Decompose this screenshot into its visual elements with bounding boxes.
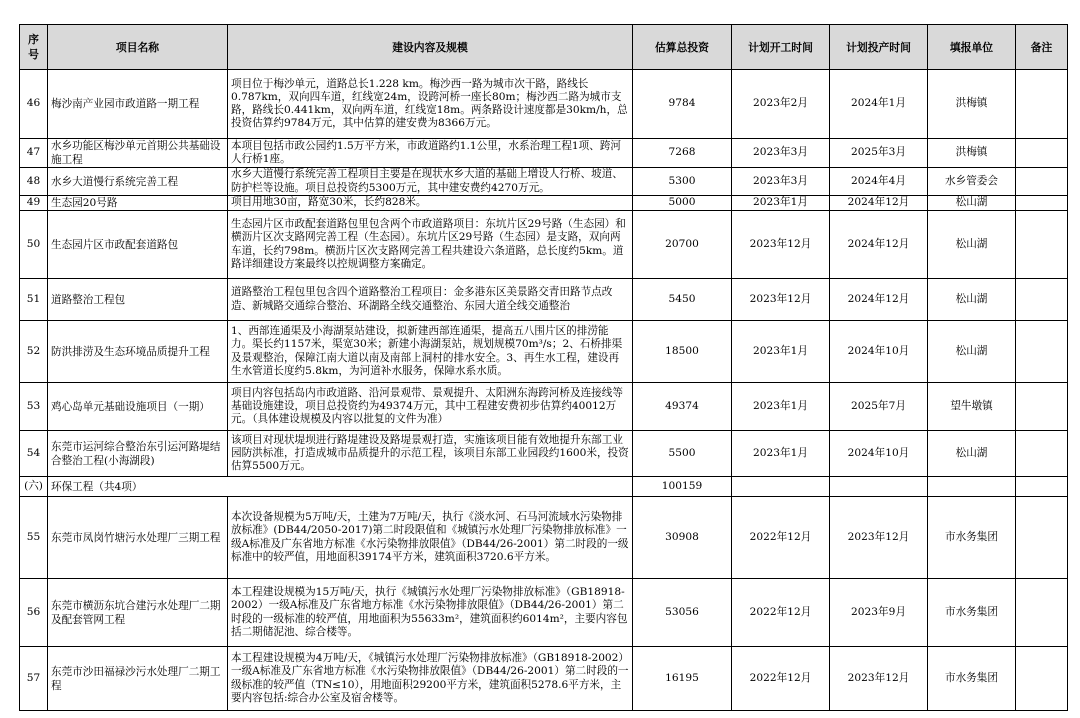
row-content: 项目用地30亩，路宽30米，长约828米。 [228, 196, 633, 211]
row-content: 生态园片区市政配套道路包里包含两个市政道路项目：东坑片区29号路（生态园）和横沥片区次支路网完善工程（生态园）。东坑片区29号路（生态园）是支路，双向两车道，长约798m。横沥片区次支路网完善工程共建设六条道路，总长度约5km。道路详细建设方案最终以控规调整方案确定。 [228, 211, 633, 279]
table-row [20, 139, 1068, 168]
row-investment: 30908 [633, 497, 732, 579]
header-investment: 估算总投资 [633, 25, 732, 70]
row-unit: 松山湖 [928, 321, 1016, 383]
row-seq: 52 [20, 321, 48, 383]
row-production: 2024年10月 [830, 431, 928, 477]
row-investment: 9784 [633, 70, 732, 139]
row-start: 2022年12月 [732, 497, 830, 579]
section-row [20, 477, 1068, 497]
section-title: 环保工程（共4项） [48, 477, 633, 497]
section-empty-cell [928, 477, 1016, 497]
row-content: 项目内容包括岛内市政道路、沿河景观带、景观提升、太阳洲东海跨河桥及连接线等基础设施建设，项目总投资约为49374万元，其中工程建安费初步估算约40012万元。（具体建设规模及内容以批复的文件为准） [228, 383, 633, 431]
table-row [20, 211, 1068, 279]
row-start: 2023年3月 [732, 168, 830, 196]
row-start: 2022年12月 [732, 647, 830, 711]
row-production: 2024年10月 [830, 321, 928, 383]
row-remarks [1016, 168, 1068, 196]
row-production: 2024年12月 [830, 196, 928, 211]
row-seq: 51 [20, 279, 48, 321]
table-row [20, 431, 1068, 477]
row-seq: 54 [20, 431, 48, 477]
row-name: 生态园20号路 [48, 196, 228, 211]
section-empty-cell [732, 477, 830, 497]
row-unit: 望牛墩镇 [928, 383, 1016, 431]
row-production: 2023年12月 [830, 497, 928, 579]
row-name: 东莞市横沥东坑合建污水处理厂二期及配套管网工程 [48, 579, 228, 647]
row-content: 本工程建设规模为4万吨/天，《城镇污水处理厂污染物排放标准》（GB18918-2002）一级A标准及广东省地方标准《水污染物排放限值》（DB44/26-2001）第二时段的一级标准的较严值（TN≤10），用地面积29200平方米，建筑面积5278.6平方米，主要内容包括:综合办公室及宿舍楼等。 [228, 647, 633, 711]
row-remarks [1016, 321, 1068, 383]
row-remarks [1016, 431, 1068, 477]
row-unit: 洪梅镇 [928, 139, 1016, 168]
row-name: 东莞市运河综合整治东引运河路堤结合整治工程(小海湖段) [48, 431, 228, 477]
row-remarks [1016, 70, 1068, 139]
row-seq: 56 [20, 579, 48, 647]
row-content: 1、西部连通渠及小海湖泵站建设，拟新建西部连通渠，提高五八围片区的排涝能力。渠长约1157米，渠宽30米；新建小海湖泵站，规划规模70m³/s；2、石桥排渠及景观整治，保障江南大道以南及南部上洞村的排水安全。3、再生水工程，建设再生水管道长度约5.8km，为河道补水服务，保障水系水质。 [228, 321, 633, 383]
row-production: 2023年9月 [830, 579, 928, 647]
row-remarks [1016, 383, 1068, 431]
row-seq: 57 [20, 647, 48, 711]
row-investment: 5450 [633, 279, 732, 321]
table-row [20, 647, 1068, 711]
row-unit: 松山湖 [928, 211, 1016, 279]
header-remarks: 备注 [1016, 25, 1068, 70]
row-name: 鸡心岛单元基础设施项目（一期） [48, 383, 228, 431]
row-production: 2024年12月 [830, 279, 928, 321]
row-investment: 5000 [633, 196, 732, 211]
row-name: 梅沙南产业园市政道路一期工程 [48, 70, 228, 139]
table-row [20, 279, 1068, 321]
row-name: 生态园片区市政配套道路包 [48, 211, 228, 279]
row-investment: 53056 [633, 579, 732, 647]
row-seq: 47 [20, 139, 48, 168]
row-investment: 20700 [633, 211, 732, 279]
row-start: 2023年2月 [732, 70, 830, 139]
header-production: 计划投产时间 [830, 25, 928, 70]
row-seq: 49 [20, 196, 48, 211]
table-row [20, 321, 1068, 383]
table-header-row [20, 25, 1068, 70]
row-investment: 16195 [633, 647, 732, 711]
row-name: 防洪排涝及生态环境品质提升工程 [48, 321, 228, 383]
row-production: 2024年4月 [830, 168, 928, 196]
row-investment: 5500 [633, 431, 732, 477]
row-content: 道路整治工程包里包含四个道路整治工程项目：金多港东区美景路交青田路节点改造、新城路交通综合整治、环湖路全线交通整治、东园大道全线交通整治 [228, 279, 633, 321]
row-name: 水乡大道慢行系统完善工程 [48, 168, 228, 196]
row-production: 2025年3月 [830, 139, 928, 168]
section-investment: 100159 [633, 477, 732, 497]
row-remarks [1016, 497, 1068, 579]
row-unit: 洪梅镇 [928, 70, 1016, 139]
row-start: 2023年12月 [732, 211, 830, 279]
row-unit: 松山湖 [928, 431, 1016, 477]
row-remarks [1016, 579, 1068, 647]
row-seq: 48 [20, 168, 48, 196]
row-name: 道路整治工程包 [48, 279, 228, 321]
row-seq: 55 [20, 497, 48, 579]
row-remarks [1016, 647, 1068, 711]
row-remarks [1016, 211, 1068, 279]
row-start: 2023年1月 [732, 431, 830, 477]
row-unit: 市水务集团 [928, 647, 1016, 711]
row-unit: 松山湖 [928, 279, 1016, 321]
row-content: 该项目对现状堤坝进行路堤建设及路堤景观打造，实施该项目能有效地提升东部工业园防洪标准，打造成城市品质提升的示范工程，该项目东部工业园段约1600米，投资估算5500万元。 [228, 431, 633, 477]
row-unit: 松山湖 [928, 196, 1016, 211]
section-seq: (六) [20, 477, 48, 497]
row-content: 本次设备规模为5万吨/天，土建为7万吨/天，执行《淡水河、石马河流域水污染物排放标准》(DB44/2050-2017)第二时段限值和《城镇污水处理厂污染物排放标准》一级A标准及广东省地方标准《水污染物排放限值》（DB44/26-2001）第二时段的一级标准中的较严值，用地面积39174平方米，建筑面积3720.6平方米。 [228, 497, 633, 579]
header-content: 建设内容及规模 [228, 25, 633, 70]
header-name: 项目名称 [48, 25, 228, 70]
row-start: 2023年1月 [732, 321, 830, 383]
section-empty-cell [830, 477, 928, 497]
row-remarks [1016, 279, 1068, 321]
table-row [20, 579, 1068, 647]
row-start: 2023年3月 [732, 139, 830, 168]
row-investment: 7268 [633, 139, 732, 168]
row-seq: 46 [20, 70, 48, 139]
row-start: 2023年1月 [732, 196, 830, 211]
table-row [20, 70, 1068, 139]
row-seq: 53 [20, 383, 48, 431]
row-name: 东莞市凤岗竹塘污水处理厂三期工程 [48, 497, 228, 579]
section-empty-cell [1016, 477, 1068, 497]
row-remarks [1016, 139, 1068, 168]
row-start: 2023年12月 [732, 279, 830, 321]
header-seq: 序号 [20, 25, 48, 70]
row-production: 2024年1月 [830, 70, 928, 139]
row-production: 2024年12月 [830, 211, 928, 279]
table-row [20, 168, 1068, 196]
row-start: 2023年1月 [732, 383, 830, 431]
row-remarks [1016, 196, 1068, 211]
row-production: 2023年12月 [830, 647, 928, 711]
row-investment: 5300 [633, 168, 732, 196]
header-start: 计划开工时间 [732, 25, 830, 70]
project-table [19, 24, 1068, 711]
row-content: 项目位于梅沙单元，道路总长1.228 km。梅沙西一路为城市次干路，路线长0.787km，双向四车道，红线宽24m，设跨河桥一座长80m；梅沙西二路为城市支路，路线长0.441km，双向两车道，红线宽18m。两条路设计速度都是30km/h，总投资估算约9784万元，其中估算的建安费为8366万元。 [228, 70, 633, 139]
row-name: 水乡功能区梅沙单元首期公共基础设施工程 [48, 139, 228, 168]
row-unit: 水乡管委会 [928, 168, 1016, 196]
table-row [20, 497, 1068, 579]
row-content: 本项目包括市政公园约1.5万平方米，市政道路约1.1公里，水系治理工程1项、跨河人行桥1座。 [228, 139, 633, 168]
row-content: 水乡大道慢行系统完善工程项目主要是在现状水乡大道的基础上增设人行桥、坡道、防护栏等设施。项目总投资约5300万元，其中建安费约4270万元。 [228, 168, 633, 196]
row-content: 本工程建设规模为15万吨/天，执行《城镇污水处理厂污染物排放标准》（GB18918-2002）一级A标准及广东省地方标准《水污染物排放限值》（DB44/26-2001）第二时段的一级标准的较严值，用地面积为55633m²，建筑面积约6014m²，主要内容包括二期储泥池、综合楼等。 [228, 579, 633, 647]
row-start: 2022年12月 [732, 579, 830, 647]
table-row [20, 383, 1068, 431]
row-unit: 市水务集团 [928, 497, 1016, 579]
row-investment: 49374 [633, 383, 732, 431]
table-row [20, 196, 1068, 211]
row-unit: 市水务集团 [928, 579, 1016, 647]
row-seq: 50 [20, 211, 48, 279]
header-unit: 填报单位 [928, 25, 1016, 70]
row-production: 2025年7月 [830, 383, 928, 431]
row-name: 东莞市沙田福禄沙污水处理厂二期工程 [48, 647, 228, 711]
row-investment: 18500 [633, 321, 732, 383]
